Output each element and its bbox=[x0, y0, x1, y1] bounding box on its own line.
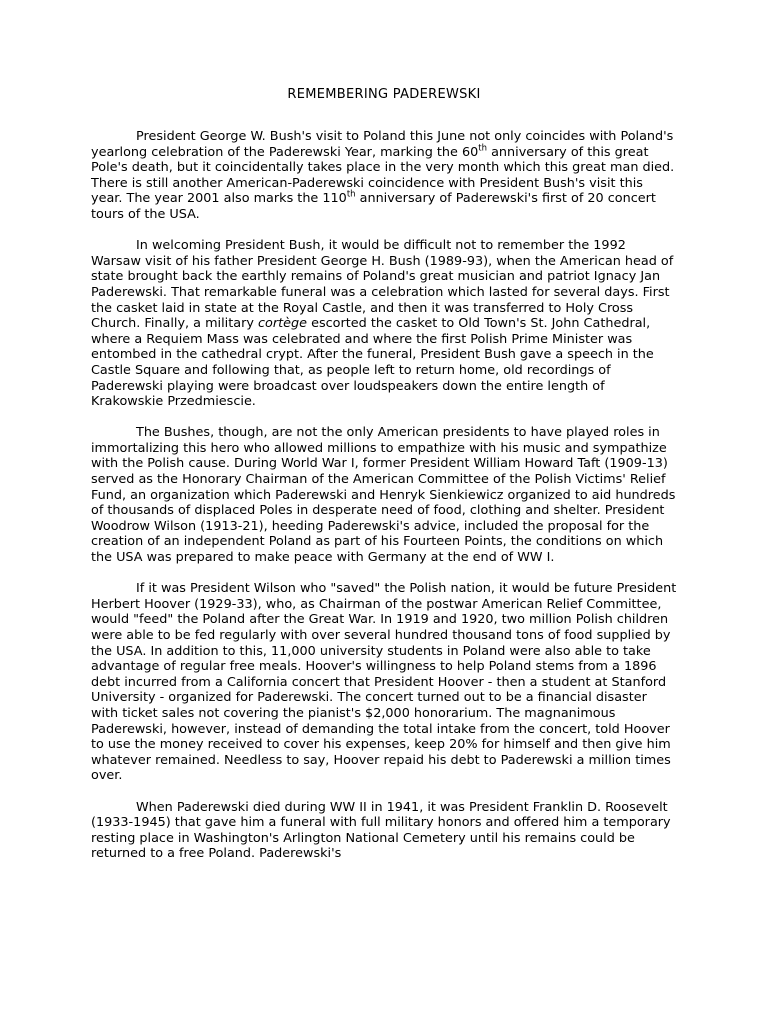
italic-cortege: cortège bbox=[257, 316, 307, 332]
paragraph-2-text-b: escorted the casket to Old Town's St. John Cathedral, where a Requiem Mass was celebrated and where the first Polish Prime Minister was entombed in the cathedral crypt. After the funeral, President Bush gave a speech in the Castle Square and following that, as people left to return home, old recordings of Paderewski playing were broadcast over loudspeakers down the entire length of Krakowskie Przedmiescie. bbox=[91, 316, 654, 410]
paragraph-1 bbox=[91, 129, 677, 223]
paragraph-3: The Bushes, though, are not the only American presidents to have played roles in immortalizing this hero who allowed millions to empathize with his music and sympathize with the Polish cause. During World War I, former President William Howard Taft (1909-13) served as the Honorary Chairman of the American Committee of the Polish Victims' Relief Fund, an organization which Paderewski and Henryk Sienkiewicz organized to aid hundreds of thousands of displaced Poles in desperate need of food, clothing and shelter. President Woodrow Wilson (1913-21), heeding Paderewski's advice, included the proposal for the creation of an independent Poland as part of his Fourteen Points, the conditions on which the USA was prepared to make peace with Germany at the end of WW I. bbox=[91, 425, 676, 566]
paragraph-2-text-a: In welcoming President Bush, it would be difficult not to remember the 1992 Warsaw visit of his father President George H. Bush (1989-93), when the American head of state brought back the earthly remains of Poland's great musician and patriot Ignacy Jan Paderewski. That remarkable funeral was a celebration which lasted for several days. First the casket laid in state at the Royal Castle, and then it was transferred to Holy Cross Church. Finally, a military bbox=[91, 238, 674, 332]
document-title: REMEMBERING PADEREWSKI bbox=[287, 87, 481, 102]
paragraph-2 bbox=[91, 238, 677, 410]
document-page bbox=[91, 0, 677, 862]
paragraph-1-text-a: President George W. Bush's visit to Poland this June not only coincides with Poland's yearlong celebration of the Paderewski Year, marking the 60 bbox=[91, 129, 674, 160]
paragraph-1-text-c: anniversary of Paderewski's first of 20 concert tours of the USA. bbox=[91, 191, 656, 222]
paragraph-1-text-b: anniversary of this great Pole's death, but it coincidentally takes place in the very month which this great man died. There is still another American-Paderewski coincidence with President Bush's visit this year. The year 2001 also marks the 110 bbox=[91, 144, 675, 207]
superscript-th-2: th bbox=[346, 190, 356, 201]
paragraph-5: When Paderewski died during WW II in 1941, it was President Franklin D. Roosevelt (1933-1945) that gave him a funeral with full military honors and offered him a temporary resting place in Washington's Arlington National Cemetery until his remains could be returned to a free Poland. Paderewski's bbox=[91, 799, 671, 862]
superscript-th-1: th bbox=[478, 143, 488, 154]
paragraph-4: If it was President Wilson who "saved" the Polish nation, it would be future President Herbert Hoover (1929-33), who, as Chairman of the postwar American Relief Committee, would "feed" the Poland after the Great War. In 1919 and 1920, two million Polish children were able to be fed regularly with over several hundred thousand tons of food supplied by the USA. In addition to this, 11,000 university students in Poland were also able to take advantage of regular free meals. Hoover's willingness to help Poland stems from a 1896 debt incurred from a California concert that President Hoover - then a student at Stanford University - organized for Paderewski. The concert turned out to be a financial disaster with ticket sales not covering the pianist's $2,000 honorarium. The magnanimous Paderewski, however, instead of demanding the total intake from the concert, told Hoover to use the money received to cover his expenses, keep 20% for himself and then give him whatever remained. Needless to say, Hoover repaid his debt to Paderewski a million times over. bbox=[91, 581, 677, 784]
